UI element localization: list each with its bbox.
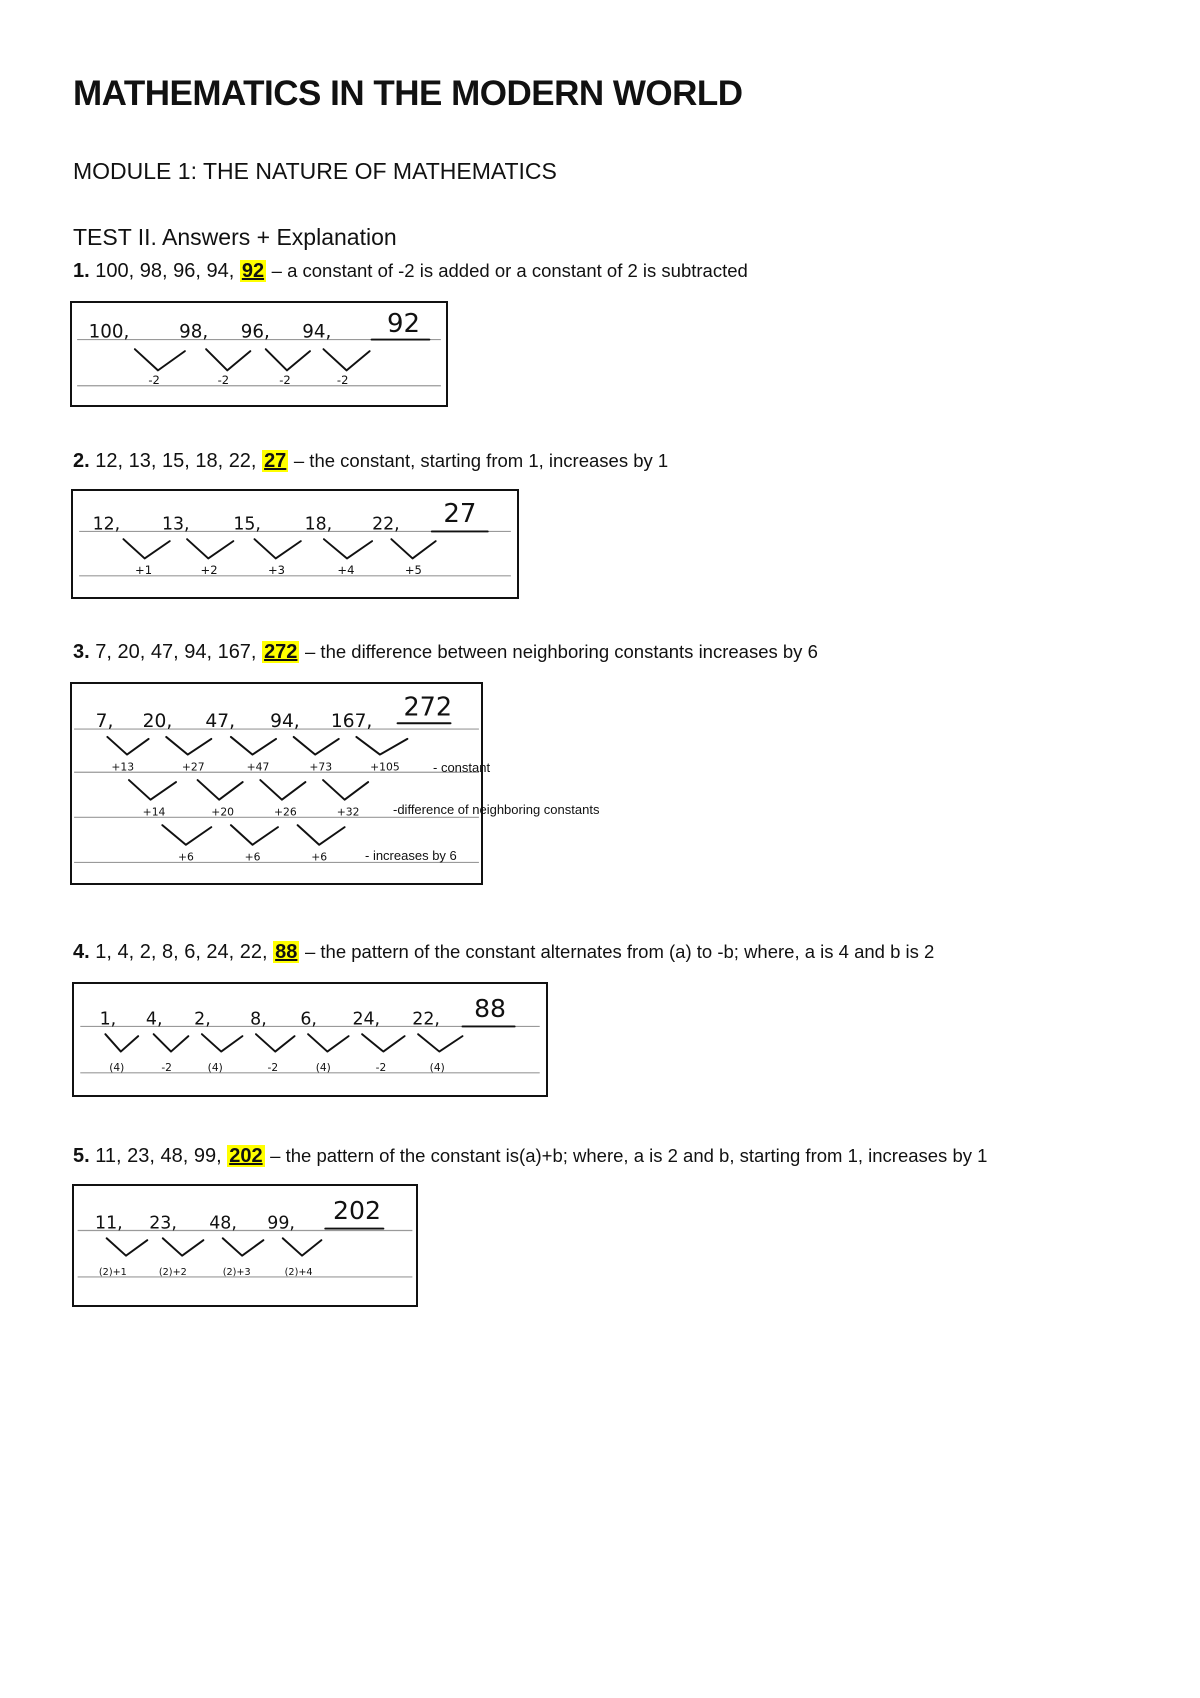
hand-diff: +1 xyxy=(135,562,153,577)
answer-item-2 xyxy=(73,450,668,473)
hand-diff: +73 xyxy=(309,760,333,774)
answer-item-5 xyxy=(73,1145,987,1168)
item-answer: 202 xyxy=(229,1145,263,1167)
item-sequence: 7, 20, 47, 94, 167, xyxy=(95,641,257,663)
handwritten-solution-1 xyxy=(70,301,448,407)
hand-term: 20, xyxy=(142,711,173,733)
hand-diff: +3 xyxy=(268,562,286,577)
hand-answer: 92 xyxy=(386,308,421,339)
hand-term: 13, xyxy=(162,514,190,535)
hand-term: 1, xyxy=(99,1009,117,1030)
hand-diff: +6 xyxy=(311,850,328,864)
hand-term: 22, xyxy=(372,514,400,535)
test-heading: TEST II. Answers + Explanation xyxy=(73,224,397,250)
hand-term: 6, xyxy=(300,1009,317,1030)
item-sequence: 11, 23, 48, 99, xyxy=(95,1145,222,1167)
hand-answer: 272 xyxy=(403,692,453,723)
hand-term: 2, xyxy=(194,1009,211,1030)
hand-diff: +26 xyxy=(274,805,297,819)
item-number: 5. xyxy=(73,1145,90,1167)
item-number: 3. xyxy=(73,641,90,663)
hand-diff: -2 xyxy=(148,372,160,387)
hand-term: 47, xyxy=(205,711,236,733)
hand-term: 94, xyxy=(270,711,300,733)
hand-diff: +32 xyxy=(336,805,360,819)
hand-answer: 27 xyxy=(443,498,477,529)
item-sequence: 1, 4, 2, 8, 6, 24, 22, xyxy=(95,941,268,963)
handwritten-solution-5 xyxy=(72,1184,418,1307)
hand-term: 7, xyxy=(95,711,114,733)
item-sequence: 100, 98, 96, 94, xyxy=(95,260,235,282)
hand-term: 22, xyxy=(412,1009,440,1030)
item-explanation: – the pattern of the constant alternates from (a) to -b; where, a is 4 and b is 2 xyxy=(304,941,935,962)
handwritten-solution-2 xyxy=(71,489,519,599)
item-number: 1. xyxy=(73,260,90,282)
hand-diff: -2 xyxy=(336,372,349,387)
hand-term: 99, xyxy=(267,1213,295,1234)
hand-answer: 88 xyxy=(474,993,507,1023)
module-heading: MODULE 1: THE NATURE OF MATHEMATICS xyxy=(73,158,557,184)
hand-term: 100, xyxy=(88,321,130,343)
hand-diff: -2 xyxy=(279,372,291,387)
annotation-difference: -difference of neighboring constants xyxy=(393,802,600,817)
hand-term: 167, xyxy=(330,711,373,733)
hand-term: 24, xyxy=(352,1009,381,1030)
hand-diff: +2 xyxy=(200,562,218,577)
hand-term: 98, xyxy=(179,321,209,343)
hand-term: 96, xyxy=(240,321,270,343)
answer-item-3 xyxy=(73,641,818,664)
hand-term: 23, xyxy=(149,1213,177,1234)
answer-item-1 xyxy=(73,260,748,283)
hand-diff: -2 xyxy=(217,372,230,387)
hand-diff: +27 xyxy=(181,760,205,774)
hand-diff: (2)+4 xyxy=(284,1267,313,1279)
hand-term: 15, xyxy=(233,514,261,535)
hand-term: 18, xyxy=(304,514,333,535)
hand-diff: +20 xyxy=(211,805,235,819)
hand-term: 4, xyxy=(145,1009,163,1030)
hand-diff: +6 xyxy=(244,850,261,864)
hand-diff: (4) xyxy=(109,1060,125,1074)
hand-diff: (2)+2 xyxy=(158,1267,187,1279)
hand-term: 12, xyxy=(92,514,121,535)
item-explanation: – the constant, starting from 1, increases by 1 xyxy=(293,450,669,471)
item-explanation: – a constant of -2 is added or a constant of 2 is subtracted xyxy=(271,260,748,281)
item-sequence: 12, 13, 15, 18, 22, xyxy=(95,450,257,472)
hand-term: 94, xyxy=(302,321,332,343)
hand-diff: -2 xyxy=(375,1060,387,1074)
hand-diff: -2 xyxy=(267,1060,279,1074)
hand-diff: (4) xyxy=(429,1060,445,1074)
hand-diff: (2)+3 xyxy=(222,1267,251,1279)
answer-item-4 xyxy=(73,941,934,964)
annotation-constant: - constant xyxy=(433,760,491,775)
hand-diff: (4) xyxy=(315,1060,331,1074)
item-explanation: – the difference between neighboring constants increases by 6 xyxy=(305,641,818,662)
hand-diff: +14 xyxy=(142,805,166,819)
hand-diff: -2 xyxy=(161,1060,172,1074)
hand-diff: +13 xyxy=(111,760,135,774)
hand-diff: (2)+1 xyxy=(98,1267,127,1279)
hand-diff: (4) xyxy=(207,1060,223,1074)
document-title: MATHEMATICS IN THE MODERN WORLD xyxy=(73,74,743,113)
hand-diff: +4 xyxy=(337,562,355,577)
hand-diff: +105 xyxy=(370,760,400,774)
item-answer: 88 xyxy=(275,941,298,963)
item-answer: 92 xyxy=(241,260,265,282)
hand-term: 8, xyxy=(250,1009,267,1030)
hand-diff: +5 xyxy=(404,562,422,577)
annotation-increase: - increases by 6 xyxy=(365,848,457,863)
handwritten-solution-4 xyxy=(72,982,548,1097)
item-explanation: – the pattern of the constant is(a)+b; where, a is 2 and b, starting from 1, increases by 1 xyxy=(270,1145,988,1166)
hand-diff: +6 xyxy=(177,850,194,864)
hand-term: 48, xyxy=(209,1213,237,1234)
item-number: 4. xyxy=(73,941,90,963)
item-number: 2. xyxy=(73,450,90,472)
hand-answer: 202 xyxy=(333,1195,382,1225)
item-answer: 272 xyxy=(264,641,298,663)
item-answer: 27 xyxy=(264,450,287,472)
hand-diff: +47 xyxy=(246,760,270,774)
hand-term: 11, xyxy=(95,1213,123,1234)
